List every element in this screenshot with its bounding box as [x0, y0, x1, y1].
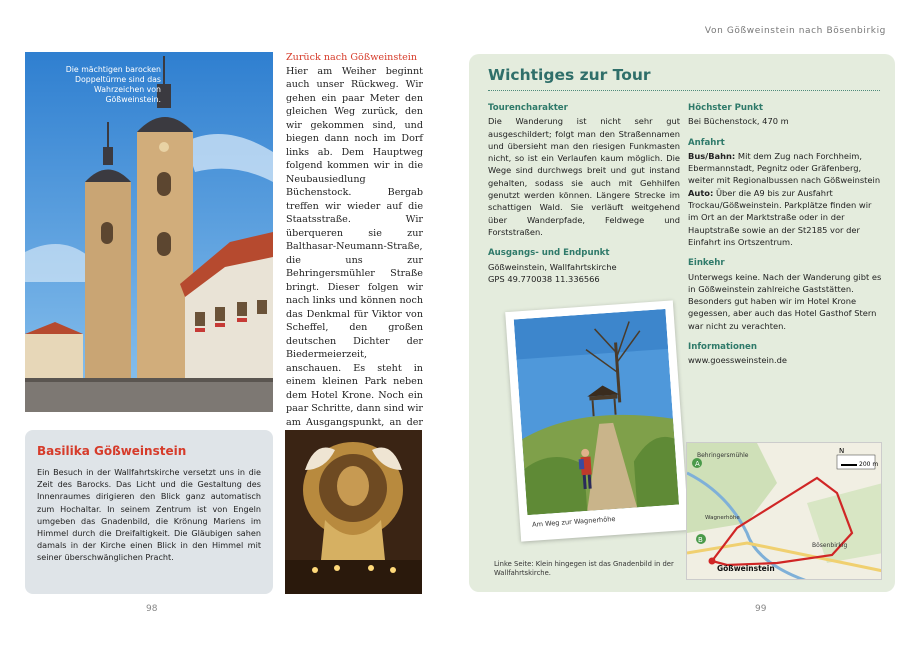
polaroid-caption: Am Weg zur Wagnerhöhe — [531, 514, 616, 529]
ausgangspunkt-block — [488, 247, 680, 285]
tourencharakter-text: Die Wanderung ist nicht sehr gut ausgeschildert; folgt man den Straßennamen und übersieht man den riesigen Funkmasten nicht, so ist ein Verlaufen kaum möglich. Die Wege sind durchwegs breit und gut instand gehalten, sodass sie auch mit Gehhilfen genutzt werden können. Längere Strecke im schattigen Wald. Sie verläuft weitgehend über Wanderpfade, Feldwege und Forststraßen. — [488, 116, 680, 237]
map-label-behringersmuehle: Behringersmühle — [697, 452, 749, 459]
informationen-link[interactable]: www.goessweinstein.de — [688, 355, 788, 366]
bus-label: Bus/Bahn: — [688, 150, 736, 161]
tour-info-right-column — [688, 102, 884, 376]
map-label-boesenbirkig: Bösenbirkig — [812, 542, 848, 549]
ausgangspunkt-gps: GPS 49.770038 11.336566 — [488, 273, 600, 284]
route-map-drawing — [687, 443, 882, 580]
church-illustration — [25, 52, 273, 412]
running-head: Von Gößweinstein nach Bösenbirkig — [704, 26, 886, 36]
photo-caption: Die mächtigen barocken Doppeltürme sind das Wahrzeichen von Gößweinstein. — [65, 65, 161, 104]
anfahrt-heading: Anfahrt — [688, 137, 725, 148]
side-note: Linke Seite: Klein hingegen ist das Gnadenbild in der Wallfahrtskirche. — [494, 560, 674, 577]
info-box-title: Basilika Gößweinstein — [37, 444, 187, 458]
anfahrt-auto — [688, 187, 884, 248]
tourencharakter-block — [488, 102, 680, 238]
basilika-info-box — [25, 430, 273, 594]
map-marker-a: A — [695, 460, 700, 468]
einkehr-text: Unterwegs keine. Nach der Wanderung gibt es in Gößweinstein zahlreiche Gaststätten. Besonders gut haben wir im Hotel Krone gegessen, aber auch das Hotel Gasthof Stern war nicht zu verachten. — [688, 271, 882, 331]
body-paragraph: Hier am Weiher beginnt auch unser Rückweg. Wir gehen ein paar Meter den gleichen Weg zurück, den wir gekommen sind, und biegen dann noch im Dorf links ab. Dem Hauptweg folgend kommen wir in die Neubausiedlung Büchenstock. Bergab treffen wir wieder auf die Staatsstraße. Wir überqueren sie zur Balthasar-Neumann-Straße, die uns zur Behringersmühler Straße bringt. Dieser folgen wir nach links und können noch das Denkmal für Viktor von Scheffel, den großen deutschen Dichter der Biedermeierzeit, anschauen. Es steht in einem kleinen Park neben dem Hotel Krone. Noch ein paar Schritte, dann sind wir am Ausgangspunkt, an der — [286, 65, 423, 428]
auto-text: Über die A9 bis zur Ausfahrt Trockau/Gößweinstein. Parkplätze finden wir im Ort an der Marktstraße oder in der Hauptstraße sowie an der St2185 vor der Einfahrt ins Ortszentrum. — [688, 187, 872, 247]
hiking-illustration — [514, 309, 679, 515]
informationen-heading: Informationen — [688, 342, 757, 353]
hoechster-punkt-block — [688, 102, 884, 128]
map-scale: 200 m — [859, 461, 879, 468]
altar-photo — [285, 430, 422, 594]
einkehr-heading: Einkehr — [688, 258, 725, 269]
map-north: N — [839, 447, 845, 455]
map-label-wagnerhoehe: Wagnerhöhe — [705, 515, 740, 521]
auto-label: Auto: — [688, 187, 714, 198]
hoechster-punkt-text: Bei Büchenstock, 470 m — [688, 116, 789, 127]
einkehr-block — [688, 257, 884, 332]
anfahrt-block — [688, 137, 884, 249]
map-marker-b: B — [698, 536, 703, 544]
bus-text: Mit dem Zug nach Forchheim, Ebermannstadt, Pegnitz oder Gräfenberg, weiter mit Regionalbussen nach Gößweinstein — [688, 150, 881, 186]
hiking-photo — [514, 309, 679, 515]
tour-title: Wichtiges zur Tour — [488, 66, 651, 84]
map-label-goessweinstein: Gößweinstein — [717, 564, 775, 573]
route-map — [686, 442, 882, 580]
title-divider — [488, 90, 880, 91]
page-number: 99 — [755, 604, 767, 614]
info-box-text: Ein Besuch in der Wallfahrtskirche versetzt uns in die Zeit des Barocks. Das Licht und die Gestaltung des Innenraumes dirigieren den Blick ganz automatisch zum Hochaltar. In seinem Zentrum ist von Engeln umgeben das Gnadenbild, die Krönung Mariens im Himmel durch die Dreifaltigkeit. Die Gläubigen sahen damals in der Kirche einen Blick in den Himmel mit seiner überschwänglichen Pracht. — [37, 467, 261, 563]
right-page — [455, 0, 910, 648]
altar-illustration — [285, 430, 422, 594]
tour-info-panel — [469, 54, 895, 592]
informationen-block — [688, 341, 884, 367]
church-photo — [25, 52, 273, 412]
tourencharakter-heading: Tourencharakter — [488, 103, 568, 113]
ausgangspunkt-heading: Ausgangs- und Endpunkt — [488, 248, 610, 259]
polaroid-photo — [505, 300, 689, 541]
ausgangspunkt-location: Gößweinstein, Wallfahrtskirche — [488, 261, 617, 272]
hoechster-punkt-heading: Höchster Punkt — [688, 103, 763, 113]
page-number: 98 — [146, 604, 158, 614]
section-heading: Zurück nach Gößweinstein — [286, 52, 418, 63]
anfahrt-bus — [688, 150, 884, 187]
tour-info-left-column — [488, 102, 680, 294]
body-text-column — [286, 51, 423, 443]
